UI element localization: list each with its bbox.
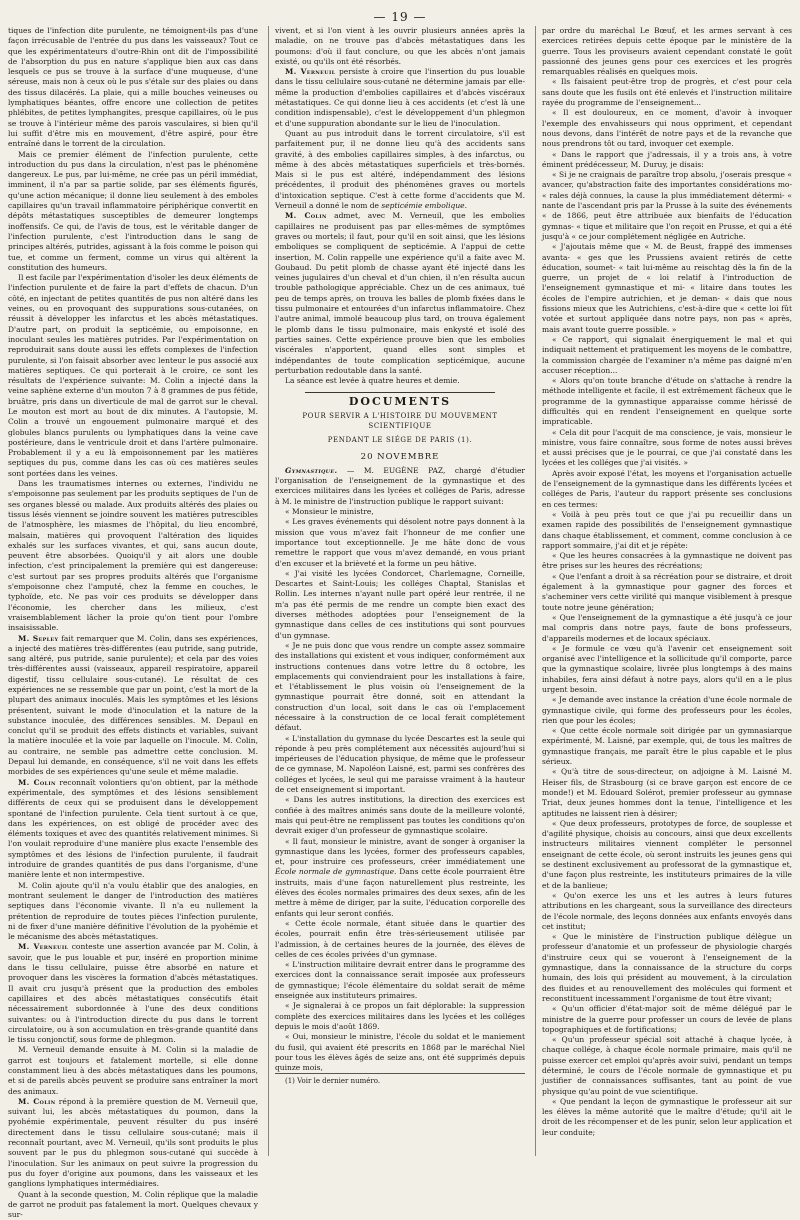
paragraph: La séance est levée à quatre heures et demie.	[285, 376, 460, 386]
paragraph-text: persiste à croire que l'insertion du pus louable dans le tissu cellulaire sous-cutané ne détermine jamais par elle-même la production d'embolies capillaires et d'abcès viscéraux métastatiques. Ce qui donne lieu à ces accidents (et c'est là une condition indispensable), c'est le développement d'un phlegmon et d'une suppuration abondante sur le lieu de l'inoculation.	[275, 67, 525, 128]
paragraph-text: conteste une assertion avancée par M. Colin, à savoir, que le pus louable et pur, inséré en proportion minime dans le tissu cellulaire, puisse être absorbé en nature et provoquer dans les viscères la formation d'abcès métastatiques. Il avait cru jusqu'à présent que la production des emboles capillaires et des abcès métastatiques consécutifs était nécessairement subordonnée à l'une des deux conditions suivantes: ou à l'introduction directe du pus dans le torrent circulatoire, ou à son accumulation en très-grande quantité dans le tissu conjonctif, sous forme de phlegmon.	[8, 942, 258, 1045]
paragraph: « Monsieur le ministre,	[285, 507, 374, 517]
paragraph: « Qu'on exerce les uns et les autres à leurs futures attributions en les chargeant, sous la surveillance des directeurs de l'école normale, des leçons données aux enfants envoyés dans cet institut;	[542, 890, 792, 931]
section-title: DOCUMENTS	[348, 395, 452, 409]
paragraph: « Je formule ce vœu qu'à l'avenir cet enseignement soit organisé avec l'intelligence et la sollicitude qu'il comporte, parce que la gymnastique scolaire, livrée plus longtemps à des mains inhabiles, fera ainsi défaut à notre pays, alors qu'il en a le plus urgent besoin.	[542, 643, 792, 694]
paragraph: « Voilà à peu près tout ce que j'ai pu recueillir dans un examen rapide des possibilités de l'enseignement gymnastique dans chaque établissement, et comment, comme conclusion à ce rapport sommaire, j'ai dit et je répète:	[542, 509, 792, 550]
speaker-name: M. Sepley	[18, 633, 59, 643]
date-heading: 20 NOVEMBRE	[360, 451, 440, 462]
paragraph: par ordre du maréchal Le Bœuf, et les armes servant à ces exercices retirées depuis cette époque par le ministère de la guerre. Tous les proviseurs avaient cependant constaté le goût passionné des jeunes gens pour ces exercices et les progrès remarquables réalisés en quelques mois.	[542, 26, 792, 77]
speaker-name: M. Colin	[18, 777, 56, 787]
italic-term: École normale de gymnastique.	[275, 867, 397, 877]
paragraph	[8, 778, 258, 881]
section-subtitle: PENDANT LE SIÉGE DE PARIS (1).	[327, 436, 473, 445]
paragraph: « J'ai visité les lycées Condorcet, Charlemagne, Corneille, Descartes et Saint-Louis; les colléges Chaptal, Stanislas et Rollin. Les internes n'ayant nulle part opéré leur rentrée, il ne m'a pas été permis de me rendre un compte bien exact des diverses méthodes adoptées pour l'enseignement de la gymnastique dans celles de ces institutions qui sont pourvues d'un gymnase.	[275, 568, 525, 640]
paragraph: tiques de l'infection dite purulente, ne témoignent-ils pas d'une façon irrécusable de l'entrée du pus dans les vaisseaux? Tout ce que les expérimentateurs d'outre-Rhin ont dit de l'impossibilité de l'absorption du pus en nature s'applique bien aux cas dans lesquels ce pus se trouve à la surface d'une muqueuse, d'une séreuse, mais non à ceux où le pus s'étale sur des plaies ou dans des tissus dilacérés. La plaie, qui a mille bouches veineuses ou lymphatiques béantes, offre encore une collection de petites phlébites, de petites lymphangites, presque capillaires, où le pus se trouve à l'intérieur même des parois vasculaires, si bien qu'il lui suffit d'être mis en mouvement, d'être aspiré, pour être entraîné dans le torrent de la circulation.	[8, 26, 258, 149]
paragraph: « Je ne puis donc que vous rendre un compte assez sommaire des installations qui existent et vous indiquer, conformément aux instructions contenues dans votre lettre du 8 octobre, les emplacements qui conviendraient pour les installations à faire, et l'établissement le plus voisin où l'enseignement de la gymnastique pourrait être donné, soit en attendant la construction d'un local, soit dans le cas où l'emplacement nécessaire à la construction de ce local ferait complétement défaut.	[275, 640, 525, 733]
paragraph: « Cette école normale, étant située dans le quartier des écoles, pourrait enfin être très-sérieusement utilisée par l'admission, à de certaines heures de la journée, des élèves de celles de ces écoles privées d'un gymnase.	[275, 918, 525, 959]
paragraph: « J'ajoutais même que « M. de Beust, frappé des immenses avanta- « ges que les Prussiens avaient retirés de cette éducation, soumet- « tait lui-même au reischtag dès la fin de la guerre, un projet de « loi relatif à l'introduction de l'enseignement gymnastique et mi- « litaire dans toutes les écoles de l'empire autrichien, et je deman- « dais que nous fissions mieux que les Autrichiens, c'est-à-dire que « cette loi fût votée et surtout appliquée dans notre pays, non pas « après, mais avant toute guerre possible. »	[542, 242, 792, 334]
paragraph: « Que l'enfant a droit à sa récréation pour se distraire, et droit également à la gymnastique pour gagner des forces et s'acheminer vers cette virilité qui manque visiblement à presque toute notre jeune génération;	[542, 571, 792, 612]
paragraph: « L'instruction militaire devrait entrer dans le programme des exercices dont la connaissance serait imposée aux professeurs de gymnastique; l'école élémentaire du soldat serait de même enseignée aux instituteurs primaires.	[275, 960, 525, 1001]
paragraph: « L'installation du gymnase du lycée Descartes est la seule qui réponde à peu près complétement aux nécessités aujourd'hui si impérieuses de l'éducation physique, de même que le professeur de ce gymnase, M. Napoléon Laisné, est, parmi ses confrères des colléges et lycées, le seul qui me paraisse vraiment à la hauteur de cet enseignement si important.	[275, 733, 525, 795]
paragraph: Dans les traumatismes internes ou externes, l'individu ne s'empoisonne pas seulement par les produits septiques de l'un de ses organes blessé ou malade. Aux produits altérés des plaies ou tissus lésés viennent se joindre souvent les matières putrescibles de l'atmosphère, les miasmes de l'hôpital, du lieu encombré, malsain, matières qui provoquent l'altération des liquides exhalés sur les surfaces vivantes, et qui, sans aucun doute, peuvent être absorbées. Quoiqu'il y ait alors une double infection, c'est principalement la première qui est dangereuse: c'est surtout par ses propres produits altérés que l'organisme s'empoisonne chez l'amputé, chez la femme en couches, le typhoïde, etc. Ne pas voir ces produits se développer dans l'économie, les chercher dans les milieux, c'est vraisemblablement lâcher la proie qu'on tient pour l'ombre insaisissable.	[8, 479, 258, 633]
paragraph	[8, 1097, 258, 1190]
paragraph: « Alors qu'on toute branche d'étude on s'attache à rendre la méthode intelligente et facile, il est extrêmement fâcheux que le programme de la gymnastique apparaisse comme hérissé de difficultés qui en rendent l'enseignement en quelque sorte impraticable.	[542, 376, 792, 427]
divider	[305, 392, 495, 393]
paragraph: « Je signalerai à ce propos un fait déplorable: la suppression complète des exercices militaires dans les lycées et les colléges depuis le mois d'août 1869.	[275, 1001, 525, 1031]
speaker-name: M. Colin	[18, 1096, 56, 1106]
paragraph-text: reconnaît volontiers qu'on obtient, par la méthode expérimentale, des symptômes et des lésions sensiblement différents de ceux qui se produisent dans le développement spontané de l'infection purulente. Cela tient surtout à ce que, dans les expériences, on est obligé de procéder avec des éléments toxiques et avec des quantités relativement minimes. Si l'on voulait reproduire d'une manière plus exacte l'ensemble des symptômes et des lésions de l'infection purulente, il faudrait introduire de grandes quantités de pus dans l'organisme, d'une manière lente et non intermpestive.	[8, 777, 258, 880]
paragraph: « Que cette école normale soit dirigée par un gymnasiarque expérimenté, M. Laisné, par exemple, qui, de tous les maîtres de gymnastique français, me paraît être le plus capable et le plus sérieux.	[542, 726, 792, 767]
column-3	[535, 26, 792, 1156]
paragraph: M. Colin ajoute qu'il n'a voulu établir que des analogies, en montrant seulement le danger de l'introduction des matières septiques dans l'économie vivante. Il n'a eu nullement la prétention de reproduire de toutes pièces l'infection purulente, ni de fixer d'une manière définitive l'évolution de la pyohémie et le mécanisme des abcès métastatiques.	[8, 880, 258, 942]
paragraph: « Que deux professeurs, prototypes de force, de souplesse et d'agilité physique, choisis au concours, ainsi que deux excellents instructeurs militaires viennent compléter le personnel enseignant de cette école, où seront instruits les jeunes gens qui se destinent exclusivement au professorat de la gymnastique et, d'une façon plus restreinte, les instituteurs primaires de la ville et de la banlieue;	[542, 818, 792, 890]
paragraph: « Si je ne craignais de paraître trop absolu, j'oserais presque « avancer, qu'abstraction faite des importantes considérations mo- « rales déjà connues, la cause la plus immédiatement détermi- « nante de l'ascendant pris par la Prusse à la suite des événements « de 1866, peut être attribuée aux bienfaits de l'éducation gymnas- « tique et militaire que l'on reçoit en Prusse, et qui a été jusqu'à « ce jour complétement négligée en Autriche.	[542, 170, 792, 241]
page-number: — 19 —	[373, 10, 427, 24]
paragraph-text: répond à la première question de M. Verneuil que, suivant lui, les abcès métastatiques du poumon, dans la pyohémie expérimentale, peuvent résulter du pus inséré directement dans le tissu cellulaire sous-cutané; mais il reconnaît pourtant, avec M. Verneuil, qu'ils sont produits le plus souvent par le pus du phlegmon sous-cutané qui succède à l'inoculation. Sur les animaux on peut suivre la progression du pus du foyer d'origine aux poumons, dans les vaisseaux et les ganglions lymphatiques intermédiaires.	[8, 1096, 258, 1189]
paragraph: « Dans le rapport que j'adressais, il y a trois ans, à votre éminent prédécesseur, M. Duruy, je disais:	[542, 149, 792, 169]
section-heading	[275, 392, 525, 445]
section-subtitle: POUR SERVIR A L'HISTOIRE DU MOUVEMENT SCIENTIFIQUE	[302, 411, 498, 430]
paragraph	[8, 942, 258, 1045]
speaker-name: M. Verneuil	[285, 67, 336, 77]
paragraph: « Que les heures consacrées à la gymnastique ne doivent pas être prises sur les heures des récréations;	[542, 551, 792, 571]
paragraph	[275, 211, 525, 376]
paragraph: « Qu'à titre de sous-directeur, on adjoigne à M. Laisné M. Heiser fils, de Strasbourg (si ce brave garçon est encore de ce monde!) et M. Edouard Solérot, premier professeur au gymnase Triat, deux jeunes hommes dont la tenue, l'intelligence et les aptitudes ne laissent rien à désirer;	[542, 767, 792, 818]
speaker-name: M. Colin	[285, 211, 327, 221]
paragraph	[275, 837, 525, 919]
paragraph: Quant à la seconde question, M. Colin réplique que la maladie de garrot ne produit pas fatalement la mort. Quelques chevaux y sur-	[8, 1189, 258, 1220]
paragraph: « Il est douloureux, en ce moment, d'avoir à invoquer l'exemple des envahisseurs qui nous oppriment, et cependant nous devons, dans l'intérêt de notre pays et de la revanche que nous prendrons tôt ou tard, invoquer cet exemple.	[542, 108, 792, 149]
paragraph: « Qu'un officier d'état-major soit de même délégué par le ministre de la guerre pour professer un cours de levée de plans topographiques et de fortifications;	[542, 1004, 792, 1034]
paragraph	[275, 129, 525, 211]
paragraph-text: Quant au pus introduit dans le torrent circulatoire, s'il est parfaitement pur, il ne donne lieu qu'à des accidents sans gravité, à des embolies capillaires simples, à des infarctus, ou même à des abcès métastatiques superficiels et très-bornés. Mais si le pus est altéré, indépendamment des lésions précédentes, il produit des phénomènes graves ou mortels d'intoxication septique. C'est à cette forme d'accidents que M. Verneuil a donné le nom de	[275, 128, 525, 211]
paragraph	[275, 67, 525, 129]
paragraph: « Je demande avec instance la création d'une école normale de gymnastique civile, qui forme des professeurs pour les écoles, rien que pour les écoles;	[542, 695, 793, 725]
paragraph: « Qu'un professeur spécial soit attaché à chaque lycée, à chaque collége, à chaque école normale primaire, mais qu'il ne puisse exercer cet emploi qu'après avoir suivi, pendant un temps déterminé, le cours de l'école normale de gymnastique et pu justifier de connaissances suffisantes, tant au point de vue physique qu'au point de vue scientifique.	[542, 1035, 792, 1096]
paragraph: « Ce rapport, qui signalait énergiquement le mal et qui indiquait nettement et pratiquement les moyens de le combattre, la commission chargée de l'examiner n'a même pas daigné m'en accuser réception...	[542, 334, 792, 375]
paragraph: « Que le ministère de l'instruction publique délègue un professeur d'anatomie et un professeur de physiologie chargés d'instruire ceux qui se voueront à l'enseignement de la gymnastique, dans la connaissance de la structure du corps humain, des lois qui président au mouvement, à la circulation des fluides et au renouvellement des molécules qui forment et reconstituent incessamment l'organisme de tout être vivant;	[542, 932, 792, 1003]
paragraph-text: « Il faut, monsieur le ministre, avant de songer à organiser la gymnastique dans les lycées, former des professeurs capables, et, pour instruire ces professeurs, créer immédiatement une	[275, 836, 525, 867]
paragraph-text: Dans cette école pourraient être instruits, mais d'une façon naturellement plus restreinte, les élèves des écoles normales primaires des deux sexes, afin de les mettre à même de diriger, par la suite, l'éducation corporelle des enfants qui leur seront confiés.	[275, 867, 525, 918]
column-1	[8, 26, 259, 1220]
paragraph	[8, 634, 258, 778]
paragraph	[275, 466, 525, 507]
italic-term: septicémie embolique.	[381, 201, 467, 211]
paragraph: M. Verneuil demande ensuite à M. Colin si la maladie de garrot est toujours et fatalement mortelle, si elle donne constamment lieu à des abcès métastatiques dans les poumons, et si de pareils abcès peuvent se produire sans entraîner la mort des animaux.	[8, 1045, 258, 1096]
topic-label: Gymnastique.	[285, 465, 338, 475]
paragraph: « Cela dit pour l'acquit de ma conscience, je vais, monsieur le ministre, vous faire connaître, sous forme de notes aussi brèves et aussi précises que je le pourrai, ce que j'ai constaté dans les lycées et les colléges que j'ai visités. »	[542, 427, 792, 468]
paragraph: « Que pendant la leçon de gymnastique le professeur ait sur les élèves la même autorité que le maître d'étude; qu'il ait le droit de les récompenser et de les punir, selon leur application et leur conduite;	[542, 1096, 792, 1137]
columns	[8, 26, 793, 1220]
paragraph-text: — M. EUGÈNE PAZ, chargé d'étudier l'organisation de l'enseignement de la gymnastique et des exercices militaires dans les lycées et colléges de Paris, adresse à M. le ministre de l'instruction publique le rapport suivant:	[275, 465, 526, 506]
footnote: (1) Voir le dernier numéro.	[275, 1073, 525, 1086]
paragraph: « Que l'enseignement de la gymnastique a été jusqu'à ce jour mal compris dans notre pays, faute de bons professeurs, d'appareils modernes et de locaux spéciaux.	[542, 612, 792, 643]
speaker-name: M. Verneuil	[18, 942, 69, 952]
paragraph: « Les graves événements qui désolent notre pays donnent à la mission que vous m'avez fait l'honneur de me confier une importance tout exceptionnelle. Je me hâte donc de vous remettre le rapport que vous m'avez demandé, en vous priant d'en excuser et la brièveté et la forme un peu hâtive.	[275, 517, 525, 568]
paragraph: Il est facile par l'expérimentation d'isoler les deux éléments de l'infection purulente et de faire la part d'effets de chacun. D'un côté, en injectant de petites quantités de pus non altéré dans les veines, ou en provoquant des suppurations sous-cutanées, on réussit à développer les infarctus et les abcès métastatiques. D'autre part, on produit la septicémie, ou empoisonne, en inoculant seules les matières putrides. Par l'expérimentation on reproduirait sans doute aussi les effets complexes de l'infection purulente, si l'on faisait absorber avec lenteur le pus associé aux matières septiques. Ce qui porterait à le croire, ce sont les résultats de l'expérience suivante: M. Colin a injecté dans la veine saphène externe d'un mouton 7 à 8 grammes de pus fétide, bruâtre, pris dans un diverticule de mal de garrot sur le cheval. Le mouton est mort au bout de dix minutes. A l'autopsie, M. Colin a trouvé un engouement pulmonaire marqué et des globules blancs purulents ou lymphatiques dans la veine cave postérieure, dans le ventricule droit et dans l'artère pulmonaire. Probablement il y a eu là empoisonnement par les matières septiques du pus, comme dans les cas où ces matières seules sont portées dans les veines.	[8, 273, 258, 478]
paragraph: Après avoir exposé l'état, les moyens et l'organisation actuelle de l'enseignement de la gymnastique dans les différents lycées et colléges de Paris, l'auteur du rapport présente ses conclusions en ces termes:	[542, 468, 792, 509]
paragraph: vivent, et si l'on vient à les ouvrir plusieurs années après la maladie, on ne trouve pas d'abcès métastatiques dans les poumons: d'où il faut conclure, ou que les abcès n'ont jamais existé, ou qu'ils ont été résorbés.	[275, 26, 525, 66]
paragraph: « Ils faisaient peut-être trop de progrès, et c'est pour cela sans doute que les fusils ont été enlevés et l'instruction militaire rayée du programme de l'enseignement...	[542, 77, 792, 108]
paragraph: « Dans les autres institutions, la direction des exercices est confiée à des maîtres animés sans doute de la meilleure volonté, mais qui peut-être ne remplissent pas toutes les conditions qu'on devrait exiger d'un professeur de gymnastique scolaire.	[275, 795, 525, 836]
paragraph: Mais ce premier élément de l'infection purulente, cette introduction du pus dans la circulation, n'est pas le phénomène dangereux. Le pus, par lui-même, ne crée pas un péril immédiat, imminent, il n'a par sa partie solide, par ses éléments figurés, qu'une action mécanique; il donne lieu seulement à des emboles capillaires qu'un travail inflammatoire périphérique convertit en dépôts métastatiques susceptibles de demeurer longtemps inoffensifs. Ce qui, de l'avis de tous, est le véritable danger de l'infection purulente, c'est l'introduction dans le sang de principes altérés, putrides, agissant à la fois comme le poison qui tue, et comme un ferment, comme un virus qui altèrent la constitution des humeurs.	[8, 149, 258, 272]
column-2	[268, 26, 525, 1156]
paragraph-text: fait remarquer que M. Colin, dans ses expériences, a injecté des matières très-différentes (eau putride, sang putride, sang altéré, pus putride, sanie purulente); et cela par des voies très-différentes aussi (vaisseaux, appareil respiratoire, appareil digestif, tissu cellulaire sous-cutané). Le résultat de ces expériences ne se ressemble que par un point, c'est la mort de la plupart des animaux inoculés. Mais les symptômes et les lésions présentent, suivant le mode d'inoculation et la nature de la substance inoculée, des différences sensibles. M. Depaul en conclut qu'il se produit des effets distincts et variables, suivant la matière inoculée et la voie par laquelle on l'inocule. M. Colin, au contraire, ne semble pas admettre cette conclusion. M. Depaul lui demande, en conséquence, s'il ne voit dans les effets morbides de ses expériences qu'une seule et même maladie.	[8, 633, 259, 777]
paragraph: « Oui, monsieur le ministre, l'école du soldat et le maniement du fusil, qui avaient été prescrits en 1868 par le maréchal Niel pour tous les élèves âgés de seize ans, ont été supprimés depuis quinze mois,	[275, 1032, 525, 1073]
paragraph-text: admet, avec M. Verneuil, que les embolies capillaires ne produisent pas par elles-mêmes de symptômes graves ou mortels; il faut, pour qu'il en soit ainsi, que les lésions emboliques se compliquent de septicémie. A l'appui de cette insertion, M. Colin rappelle une expérience qu'il a faite avec M. Goubaud. Du petit plomb de chasse ayant été injecté dans les veines jugulaires d'un cheval et d'un chien, il n'en résulta aucun trouble pathologique appréciable. Chez un de ces animaux, tué peu de temps après, on trouva les balles de plomb fixées dans le tissu pulmonaire et entourées d'un infarctus inflammatoire. Chez l'autre animal, immolé beaucoup plus tard, on trouva également le plomb dans le tissu pulmonaire, mais enkysté et isolé des parties saines. Cette expérience prouve bien que les embolies viscérales n'apportent, quand elles sont simples et indépendantes de toute complication septicémique, aucune perturbation redoutable dans la santé.	[275, 211, 525, 375]
